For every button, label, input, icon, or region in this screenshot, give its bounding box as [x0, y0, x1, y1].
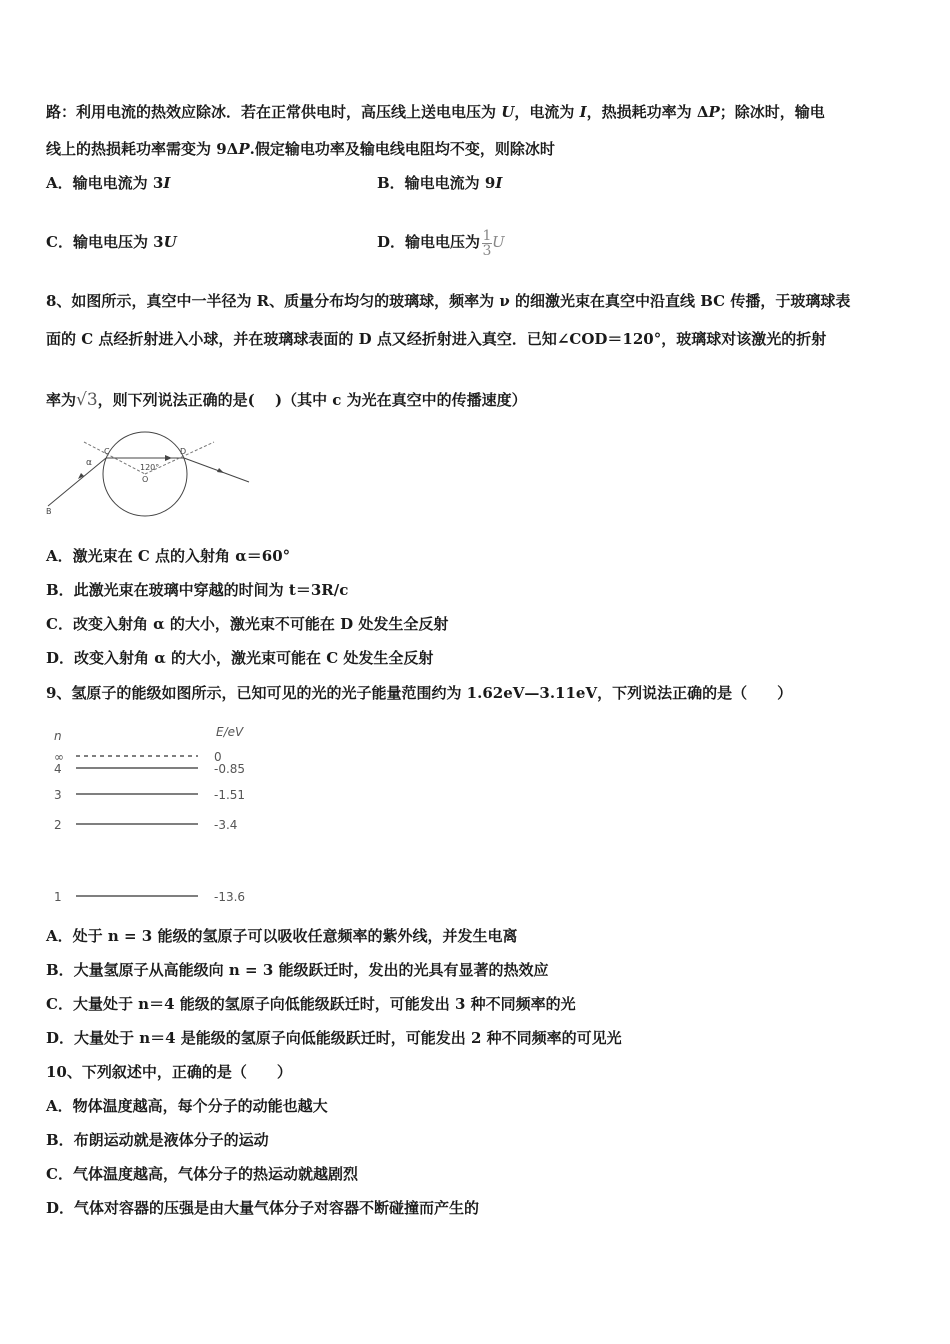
level-energy-label: -13.6	[214, 890, 246, 904]
q9-option-d: D．大量处于 n＝4 是能级的氢原子向低能级跃迁时，可能发出 2 种不同频率的可见光	[46, 1029, 622, 1047]
var-I: I	[579, 103, 587, 121]
var-U: U	[501, 103, 515, 121]
q9-option-a: A．处于 n = 3 能级的氢原子可以吸收任意频率的紫外线，并发生电离	[46, 927, 518, 945]
var-I: I	[495, 174, 503, 192]
q7-text: ，电流为	[514, 103, 580, 121]
level-energy-label: -1.51	[214, 788, 246, 802]
arrow-icon	[217, 468, 224, 473]
label-d: D	[180, 447, 187, 456]
q7-option-a	[46, 173, 170, 193]
level-energy-label: 0	[214, 750, 222, 764]
glass-sphere-figure	[44, 428, 254, 520]
q10-option-d: D．气体对容器的压强是由大量气体分子对容器不断碰撞而产生的	[46, 1199, 480, 1217]
q7-text: C．输电电压为 3	[46, 233, 164, 251]
sqrt-3: √3	[76, 390, 98, 410]
q10-option-c: C．气体温度越高，气体分子的热运动就越剧烈	[46, 1165, 358, 1183]
q7-text: 线上的热损耗功率需变为 9Δ	[46, 140, 239, 158]
fraction	[482, 229, 492, 258]
q7-text: ，热损耗功率为 Δ	[586, 103, 709, 121]
var-I: I	[163, 174, 171, 192]
e-header: E/eV	[216, 725, 244, 739]
q7-text: .假定输电功率及输电线电阻均不变，则除冰时	[249, 140, 555, 158]
q10-stem: 10、下列叙述中，正确的是（ ）	[46, 1063, 292, 1081]
q7-intro-line1	[46, 102, 825, 122]
incident-ray	[48, 458, 106, 506]
q7-option-c	[46, 232, 177, 252]
var-P: P	[238, 140, 250, 158]
q8-text: ，则下列说法正确的是( )（其中 c 为光在真空中的传播速度）	[97, 391, 527, 409]
q7-text: B．输电电流为 9	[377, 174, 496, 192]
fraction-denominator: 3	[482, 242, 492, 259]
level-n-label: 4	[54, 762, 62, 776]
label-c: C	[104, 447, 110, 456]
label-o: O	[142, 475, 149, 484]
level-n-label: 2	[54, 818, 62, 832]
q8-option-d: D．改变入射角 α 的大小，激光束可能在 C 处发生全反射	[46, 649, 434, 667]
q7-text: 路：利用电流的热效应除冰．若在正常供电时，高压线上送电电压为	[46, 103, 502, 121]
q7-option-d	[377, 219, 505, 265]
q7-text: ；除冰时，输电	[719, 103, 825, 121]
q7-option-b	[377, 173, 502, 193]
var-U: U	[492, 233, 505, 251]
energy-level-diagram	[46, 722, 266, 908]
q8-option-c: C．改变入射角 α 的大小，激光束不可能在 D 处发生全反射	[46, 615, 449, 633]
label-alpha: α	[86, 458, 92, 468]
level-n-label: 3	[54, 788, 62, 802]
var-U: U	[163, 233, 177, 251]
exit-ray	[184, 458, 249, 482]
q8-text: 率为	[46, 391, 77, 409]
q9-option-c: C．大量处于 n＝4 能级的氢原子向低能级跃迁时，可能发出 3 种不同频率的光	[46, 995, 576, 1013]
q8-stem-line2: 面的 C 点经折射进入小球，并在玻璃球表面的 D 点又经折射进入真空．已知∠COD＝120°，玻璃球对该激光的折射	[46, 330, 827, 348]
q10-option-a: A．物体温度越高，每个分子的动能也越大	[46, 1097, 328, 1115]
q7-intro-line2	[46, 139, 555, 159]
q7-text: D．输电电压为	[377, 233, 481, 251]
q9-option-b: B．大量氢原子从高能级向 n = 3 能级跃迁时，发出的光具有显著的热效应	[46, 961, 549, 979]
fraction-numerator: 1	[482, 227, 492, 244]
label-angle: 120°	[140, 463, 160, 472]
level-energy-label: -3.4	[214, 818, 238, 832]
label-b: B	[46, 507, 52, 516]
level-n-label: ∞	[54, 750, 64, 764]
q8-option-a: A．激光束在 C 点的入射角 α＝60°	[46, 547, 291, 565]
level-n-label: 1	[54, 890, 62, 904]
var-P: P	[708, 103, 720, 121]
n-header: n	[54, 729, 62, 743]
q7-text: A．输电电流为 3	[46, 174, 164, 192]
q8-option-b: B．此激光束在玻璃中穿越的时间为 t＝3R/c	[46, 581, 349, 599]
q10-option-b: B．布朗运动就是液体分子的运动	[46, 1131, 269, 1149]
q8-stem-line3	[46, 390, 527, 410]
arrow-icon	[165, 455, 172, 461]
level-energy-label: -0.85	[214, 762, 246, 776]
q8-stem-line1: 8、如图所示，真空中一半径为 R、质量分布均匀的玻璃球，频率为 ν 的细激光束在真空中沿直线 BC 传播，于玻璃球表	[46, 292, 851, 310]
q9-stem: 9、氢原子的能级如图所示，已知可见的光的光子能量范围约为 1.62eV—3.11eV，下列说法正确的是（ ）	[46, 684, 793, 702]
